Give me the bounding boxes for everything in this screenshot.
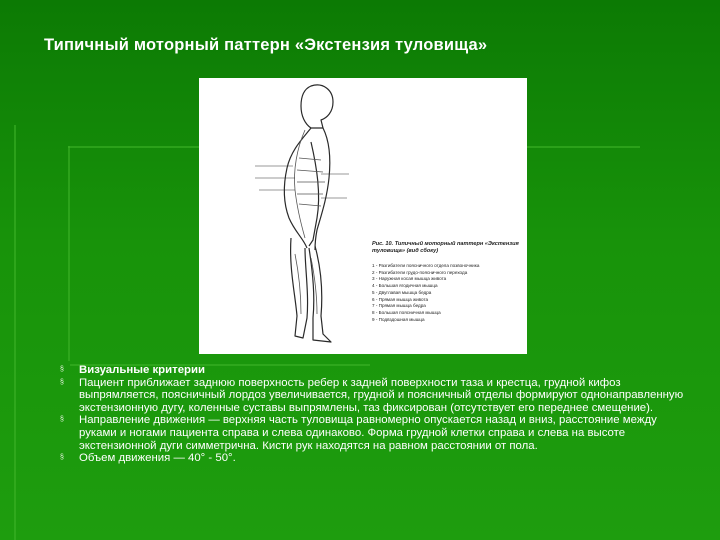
legend-item: 7 - Прямая мышца бедра xyxy=(372,303,426,309)
bullet-icon: § xyxy=(60,366,64,373)
slide-title: Типичный моторный паттерн «Экстензия туловища» xyxy=(44,36,488,54)
legend-item: 9 - Подвздошная мышца xyxy=(372,316,425,322)
figure-caption-title: Рис. 10. Типичный моторный паттерн «Экстензия туловища» (вид сбоку) xyxy=(372,241,519,254)
bullet-icon: § xyxy=(60,416,64,424)
legend-item: 8 - Большая поясничная мышца xyxy=(372,309,441,315)
list-item xyxy=(60,377,700,415)
list-item xyxy=(60,414,700,452)
legend-item: 3 - Наружная косая мышца живота xyxy=(372,276,447,282)
legend-item: 6 - Прямая мышца живота xyxy=(372,296,429,302)
bullet-icon: § xyxy=(60,454,64,462)
decorative-line xyxy=(68,146,70,361)
figure-panel xyxy=(199,78,527,354)
bullet-list xyxy=(60,364,700,465)
bullet-icon: § xyxy=(60,378,64,386)
legend-item: 5 - Двуглавая мышца бедра xyxy=(372,289,432,295)
list-item-text: Пациент приближает заднюю поверхность ребер к задней поверхности таза и крестца, грудной кифоз выпрямляется, поясничный лордоз увеличивается, грудной и поясничный отделы формируют однонаправленную экстензионную дугу, коленные суставы выпрямлены, таз фиксирован (отсутствует его переднее смещение). xyxy=(79,376,684,414)
head-outline xyxy=(301,85,333,128)
figure-legend xyxy=(372,263,522,323)
decorative-line xyxy=(14,125,16,540)
list-item-text: Направление движения — верхняя часть туловища равномерно опускается назад и вниз, расстояние между руками и ногами пациента справа и слева одинаково. Форма грудной клетки справа и слева на высоте экстензионной дуги симметрична. Кисти рук находятся на равном расстоянии от пола. xyxy=(79,414,657,452)
legend-item: 1 - Разгибатели поясничного отдела позвоночника xyxy=(372,263,480,268)
legend-item: 2 - Разгибатели грудо-поясничного перехода xyxy=(372,269,468,275)
list-item-text: Визуальные критерии xyxy=(79,364,206,376)
list-item xyxy=(60,364,700,377)
list-item-text: Объем движения — 40° - 50°. xyxy=(79,452,236,465)
rib-lines xyxy=(297,158,325,206)
front-outline xyxy=(315,128,330,250)
leg-back-outline xyxy=(291,238,308,338)
legend-item: 4 - Большая ягодичная мышца xyxy=(372,283,438,289)
back-outline xyxy=(284,128,311,248)
figure-caption xyxy=(372,241,522,323)
leg-front-outline xyxy=(309,246,331,342)
list-item xyxy=(60,452,700,465)
